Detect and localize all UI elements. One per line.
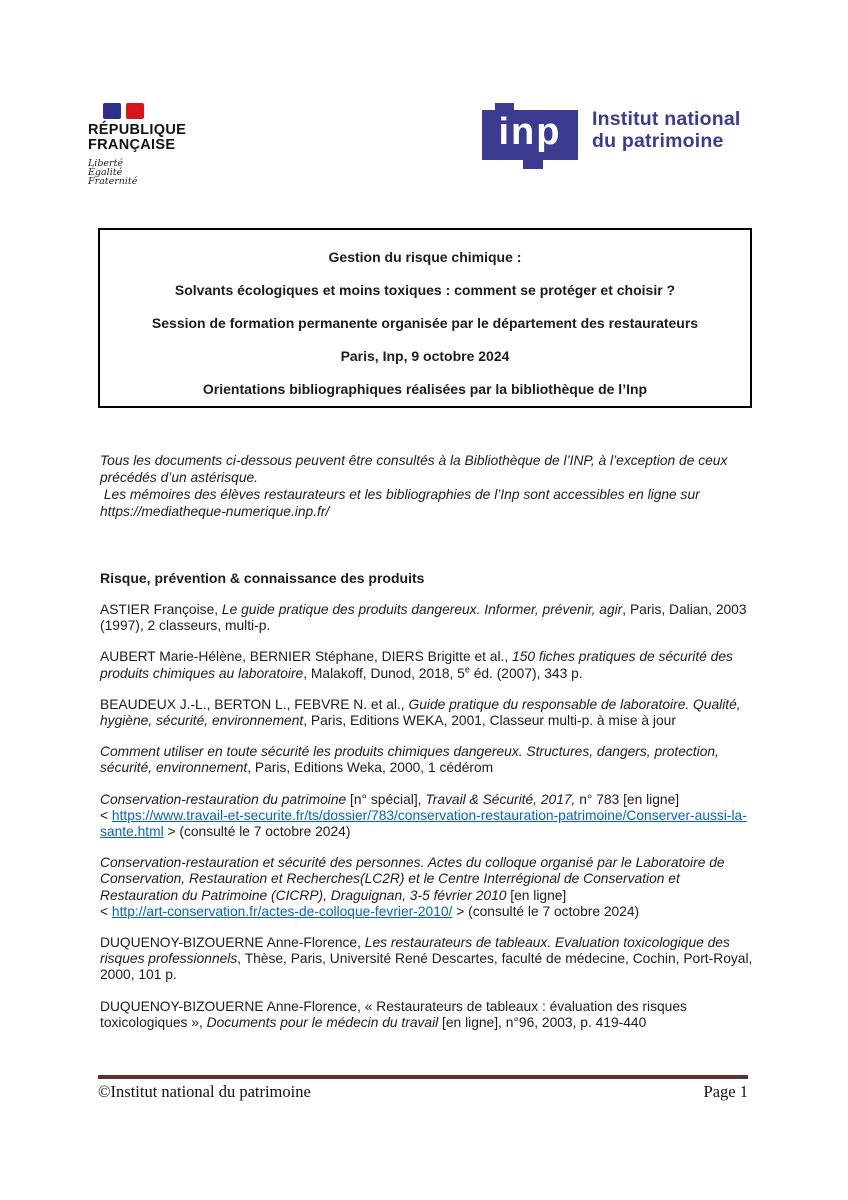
inp-name-line-1: Institut national — [592, 108, 741, 130]
rf-line-2: FRANÇAISE — [88, 136, 176, 153]
text-segment: n° 783 [en ligne] — [575, 791, 680, 807]
page-footer — [98, 1082, 748, 1102]
bibliography-entry — [100, 999, 758, 1031]
republique-francaise-logo — [88, 103, 186, 186]
title-line-1: Gestion du risque chimique : — [328, 249, 522, 265]
text-segment: , Paris, Dalian, 2003 (1997), 2 classeurs, multi-p. — [100, 602, 747, 634]
text-segment: Conservation-restauration et sécurité des personnes. Actes du colloque organisé par le Laboratoire de Conservation, Restauration et Recherches(LC2R) et le Centre Interrégional de Conservation et Restauration du Patrimoine (CICRP), Draguignan, 3-5 février 2010 — [100, 855, 725, 903]
footer-copyright: ©Institut national du patrimoine — [98, 1082, 311, 1101]
title-line-5: Orientations bibliographiques réalisées par la bibliothèque de l’Inp — [202, 381, 648, 397]
text-segment: DUQUENOY-BIZOUERNE Anne-Florence, « Restaurateurs de tableaux : évaluation des risques toxicologiques », — [100, 998, 687, 1030]
motto-egalite: Égalité — [88, 167, 123, 178]
text-segment: , Malakoff, Dunod, 2018, 5 — [303, 665, 465, 681]
flag-red-band — [126, 103, 144, 119]
inp-wordmark — [592, 109, 741, 152]
bibliography-entry — [100, 649, 758, 681]
text-segment: 150 fiches pratiques de sécurité des produits chimiques au laboratoire — [100, 649, 733, 681]
text-segment: Travail & Sécurité, 2017, — [425, 791, 576, 807]
text-segment: e — [464, 664, 470, 675]
text-segment: Les restaurateurs de tableaux. Evaluation toxicologique des risques professionnels — [100, 935, 730, 967]
intro-paragraph-2: Les mémoires des élèves restaurateurs et les bibliographies de l’Inp sont accessibles en ligne sur https://mediatheque-numerique.inp.fr/ — [100, 487, 704, 519]
text-segment: BEAUDEUX J.-L., BERTON L., FEBVRE N. et al., — [100, 696, 409, 712]
bibliography-entry — [100, 792, 758, 841]
bibliography-entry — [100, 855, 758, 920]
text-segment: > (consulté le 7 octobre 2024) — [452, 903, 640, 919]
bibliography-entry — [100, 744, 758, 776]
motto-fraternite: Fraternité — [88, 176, 138, 187]
french-flag-icon — [103, 103, 186, 119]
bibliography-list — [100, 602, 758, 1046]
text-segment: ASTIER Françoise, — [100, 602, 222, 617]
text-segment: , Paris, Editions WEKA, 2001, Classeur multi-p. à mise à jour — [303, 713, 676, 729]
text-segment: Conservation-restauration du patrimoine — [100, 791, 347, 807]
section-heading: Risque, prévention & connaissance des produits — [100, 570, 425, 586]
text-segment: > (consulté le 7 octobre 2024) — [163, 824, 351, 840]
bibliography-entry — [100, 602, 758, 634]
intro-note — [100, 452, 756, 520]
flag-blue-band — [103, 103, 121, 119]
text-segment: Le guide pratique des produits dangereux. Informer, prévenir, agir — [221, 602, 623, 617]
text-segment: , Thèse, Paris, Université René Descartes, faculté de médecine, Cochin, Port-Royal, 2000, 101 p. — [100, 951, 753, 983]
text-segment: < — [100, 903, 112, 919]
text-segment: Documents pour le médecin du travail — [206, 1014, 439, 1030]
text-segment: AUBERT Marie-Hélène, BERNIER Stéphane, DIERS Brigitte et al., — [100, 649, 513, 665]
text-segment: < — [100, 807, 112, 823]
inp-name-line-2: du patrimoine — [592, 129, 724, 152]
text-segment: Guide pratique du responsable de laboratoire. Qualité, hygiène, sécurité, environnement — [100, 696, 741, 729]
title-line-3: Session de formation permanente organisée par le département des restaurateurs — [151, 315, 699, 331]
footer-page-number: Page 1 — [703, 1082, 748, 1101]
motto-liberte: Liberté — [88, 158, 124, 169]
inp-acronym: inp — [498, 110, 562, 153]
bibliography-entry — [100, 697, 758, 729]
text-segment: Comment utiliser en toute sécurité les produits chimiques dangereux. Structures, dangers, protection, sécurité, environnement — [100, 744, 719, 776]
rf-line-1: RÉPUBLIQUE — [88, 122, 187, 138]
text-segment: , Paris, Editions Weka, 2000, 1 cédérom — [247, 760, 494, 776]
title-line-4: Paris, Inp, 9 octobre 2024 — [340, 348, 510, 364]
text-segment: éd. (2007), 343 p. — [469, 665, 583, 681]
bibliography-entry — [100, 935, 758, 984]
text-segment: [n° spécial], — [346, 791, 426, 807]
text-segment: DUQUENOY-BIZOUERNE Anne-Florence, — [100, 935, 365, 951]
footer-separator — [98, 1075, 748, 1079]
rf-motto — [88, 159, 186, 186]
republique-francaise-wordmark — [88, 123, 186, 152]
title-line-2: Solvants écologiques et moins toxiques : comment se protéger et choisir ? — [174, 282, 676, 298]
text-segment: [en ligne], n°96, 2003, p. 419-440 — [438, 1014, 647, 1030]
title-box — [98, 228, 752, 408]
intro-paragraph-1: Tous les documents ci-dessous peuvent être consultés à la Bibliothèque de l’INP, à l’exception de ceux précédés d’un astérisque. — [100, 453, 732, 485]
hyperlink[interactable]: http://art-conservation.fr/actes-de-colloque-fevrier-2010/ — [111, 903, 453, 919]
text-segment: [en ligne] — [506, 887, 567, 903]
inp-logo — [482, 110, 578, 160]
hyperlink[interactable]: https://www.travail-et-securite.fr/ts/dossier/783/conservation-restauration-patrimoine/Conserver-aussi-la-sante.html — [100, 807, 747, 840]
